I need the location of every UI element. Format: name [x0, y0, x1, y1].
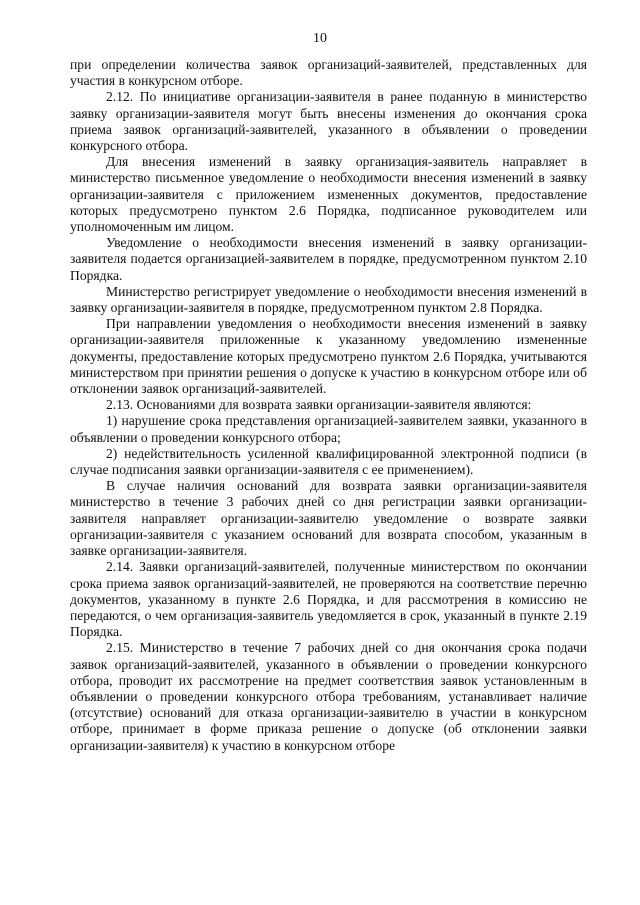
list-item-1: 1) нарушение срока представления организацией-заявителем заявки, указанного в объявлении о проведении конкурсного отбора;	[70, 413, 587, 445]
paragraph-changed-documents: При направлении уведомления о необходимости внесения изменений в заявку организации-заявителя приложенные к указанному уведомлению измененные документы, предоставление которых предусмотрено пунктом 2.6 Порядка, учитываются министерством при принятии решения о допуске к участию в конкурсном отборе или об отклонении заявок организаций-заявителей.	[70, 316, 587, 397]
paragraph-return-procedure: В случае наличия оснований для возврата заявки организации-заявителя министерство в течение 3 рабочих дней со дня регистрации заявки организации-заявителя направляет организации-заявителю уведомление о возврате заявки организации-заявителя с указанием оснований для возврата способом, указанным в заявке организации-заявителя.	[70, 478, 587, 559]
list-item-2: 2) недействительность усиленной квалифицированной электронной подписи (в случае подписания заявки организации-заявителя с ее применением).	[70, 445, 587, 478]
document-body	[70, 57, 587, 754]
paragraph-2-14: 2.14. Заявки организаций-заявителей, полученные министерством по окончании срока приема заявок организаций-заявителей, не проверяются на соответствие перечню документов, указанному в пункте 2.6 Порядка, и для рассмотрения в комиссию не передаются, о чем организация-заявитель уведомляется в срок, указанный в пункте 2.19 Порядка.	[70, 559, 587, 640]
paragraph-2-13: 2.13. Основаниями для возврата заявки организации-заявителя являются:	[106, 397, 532, 413]
paragraph-notification-submission: Уведомление о необходимости внесения изменений в заявку организации-заявителя подается организацией-заявителем в порядке, предусмотренном пунктом 2.10 Порядка.	[70, 235, 587, 283]
paragraph-2-12: 2.12. По инициативе организации-заявителя в ранее поданную в министерство заявку организации-заявителя могут быть внесены изменения до окончания срока приема заявок организаций-заявителей, указанного в объявлении о проведении конкурсного отбора.	[70, 89, 587, 154]
paragraph-notification-registration: Министерство регистрирует уведомление о необходимости внесения изменений в заявку организации-заявителя в порядке, предусмотренном пунктом 2.8 Порядка.	[70, 283, 587, 316]
paragraph-2-15: 2.15. Министерство в течение 7 рабочих дней со дня окончания срока подачи заявок организаций-заявителей, указанного в объявлении о проведении конкурсного отбора, проводит их рассмотрение на предмет соответствия заявок установленным в объявлении о проведении конкурсного отбора требованиям, устанавливает наличие (отсутствие) оснований для отказа организации-заявителю в участии в конкурсном отборе, принимает в форме приказа решение о допуске (об отклонении заявки организации-заявителя) к участию в конкурсном отборе	[70, 640, 587, 753]
page-number: 10	[313, 31, 327, 46]
paragraph-continuation: при определении количества заявок организаций-заявителей, представленных для участия в конкурсном отборе.	[70, 57, 587, 89]
paragraph-changes-procedure: Для внесения изменений в заявку организация-заявитель направляет в министерство письменное уведомление о необходимости внесения изменений в заявку организации-заявителя с приложением измененных документов, предоставление которых предусмотрено пунктом 2.6 Порядка, подписанное руководителем или уполномоченным им лицом.	[70, 154, 587, 235]
